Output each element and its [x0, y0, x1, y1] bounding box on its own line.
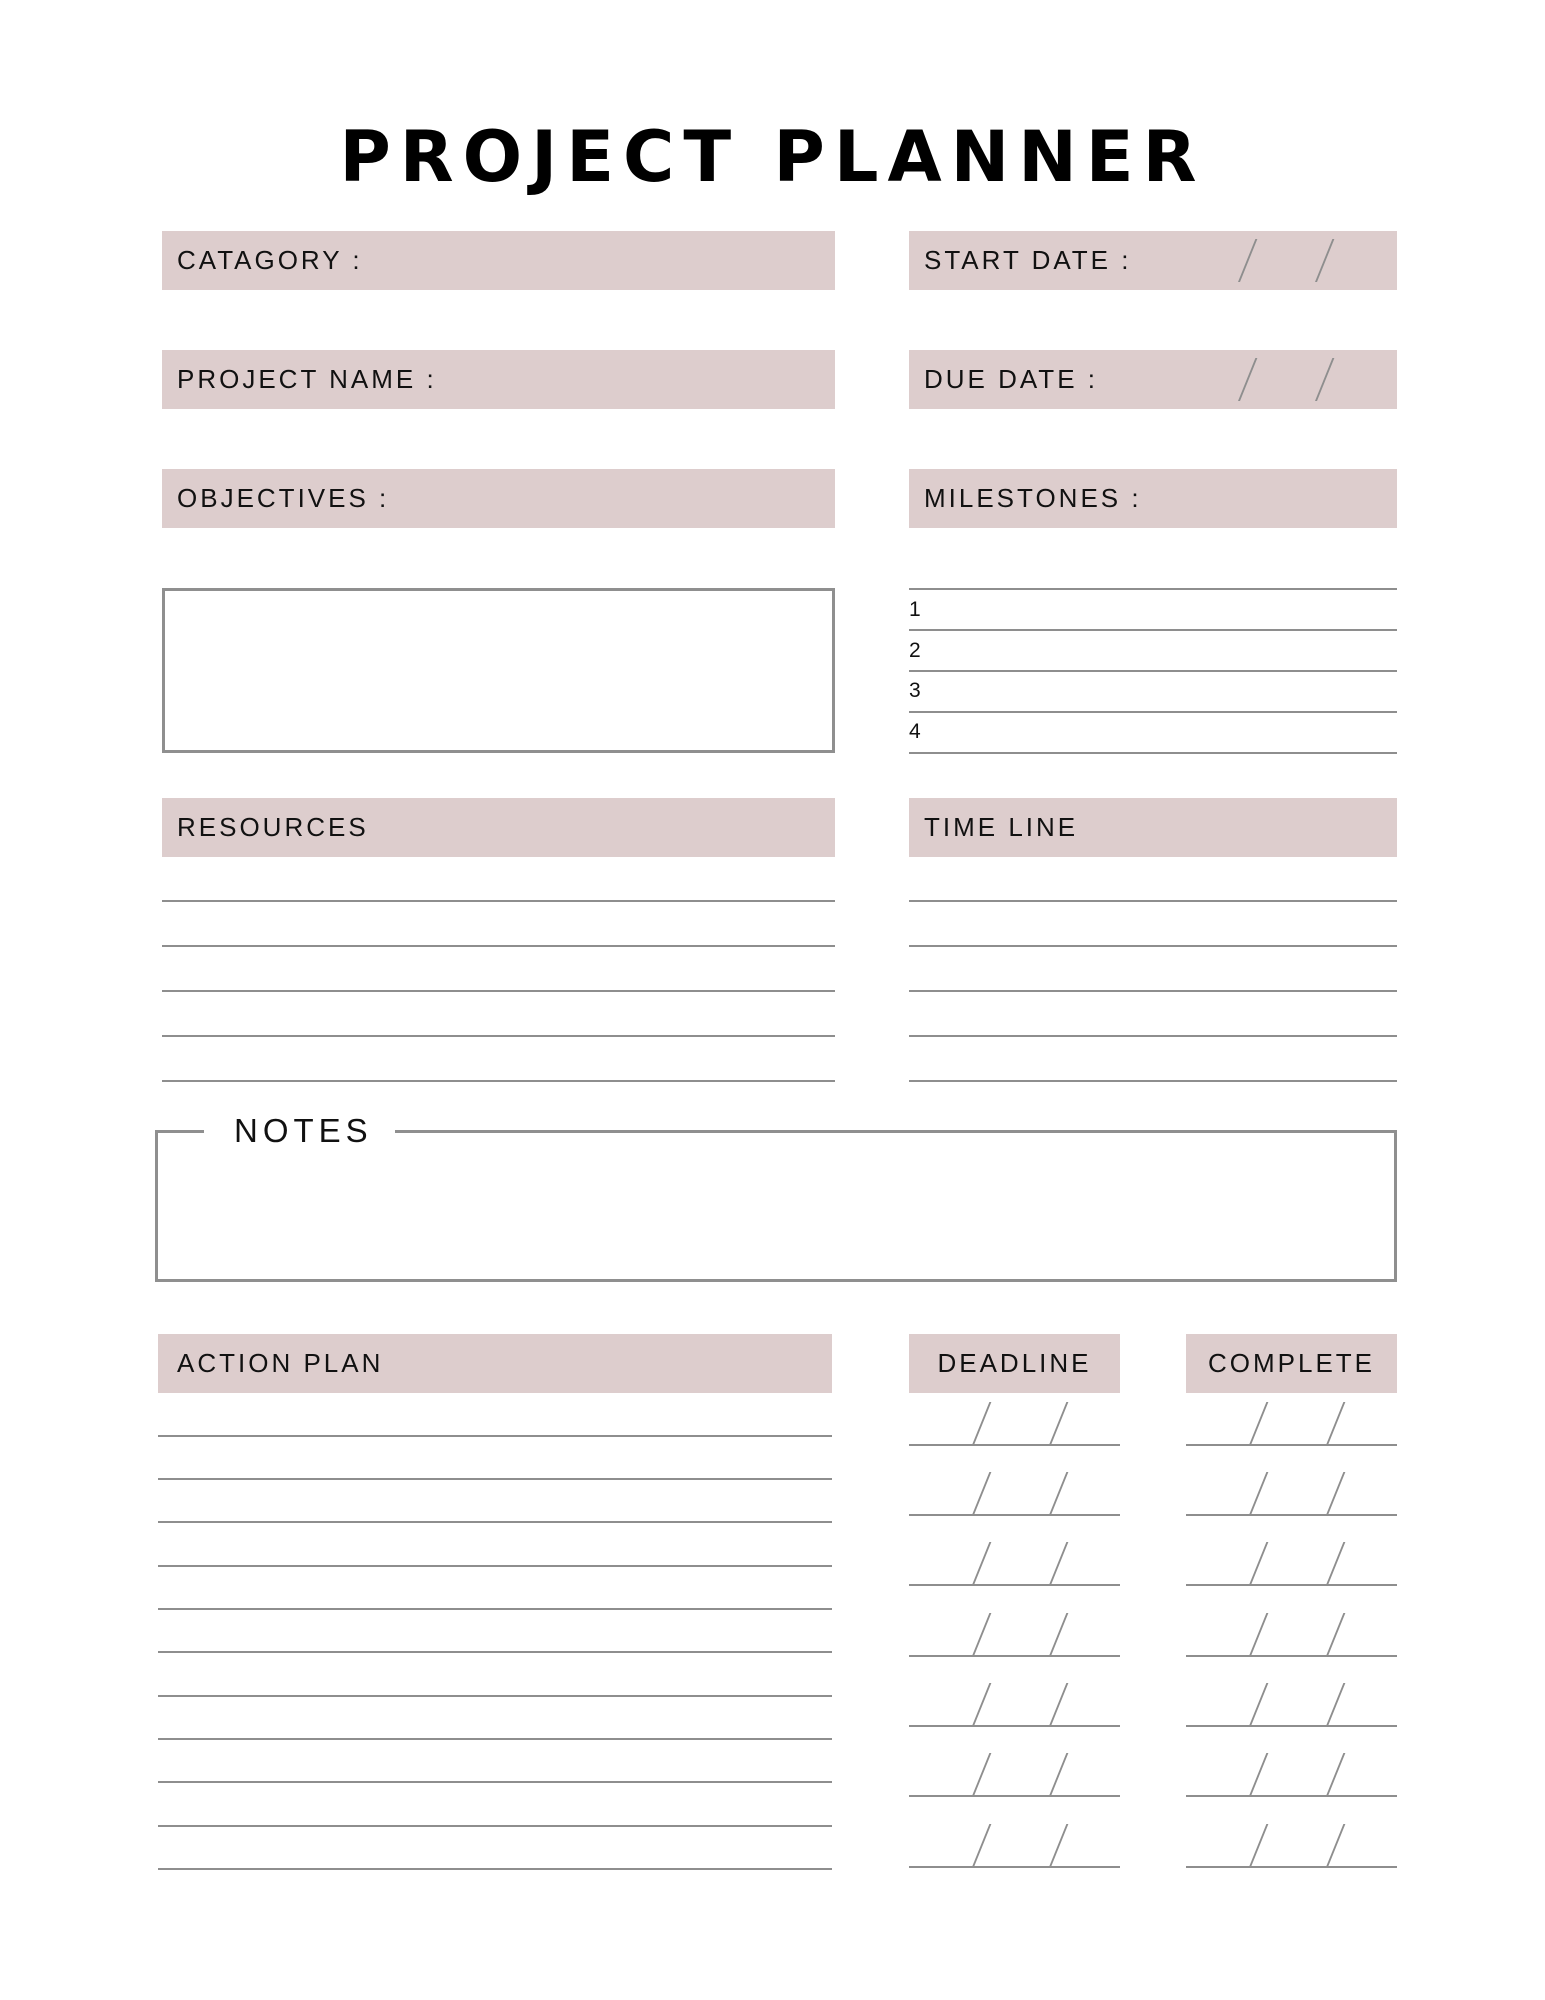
resources-label: RESOURCES: [177, 812, 369, 842]
action-plan-line[interactable]: [158, 1435, 832, 1437]
action-plan-line[interactable]: [158, 1868, 832, 1870]
date-slash-icon: [1249, 1542, 1268, 1585]
timeline-label: TIME LINE: [924, 812, 1079, 842]
page-title: PROJECT PLANNER: [339, 116, 1206, 198]
action-plan-line[interactable]: [158, 1521, 832, 1523]
complete-date-line[interactable]: [1186, 1584, 1397, 1586]
date-slash-icon: [972, 1542, 991, 1585]
deadline-date-line[interactable]: [909, 1444, 1120, 1446]
milestone-number: 3: [909, 679, 921, 702]
deadline-label: DEADLINE: [937, 1348, 1092, 1378]
action-plan-line[interactable]: [158, 1565, 832, 1567]
date-slash-icon: [972, 1613, 991, 1656]
timeline-line[interactable]: [909, 945, 1397, 947]
date-slash-icon: [1049, 1613, 1068, 1656]
date-slash-icon: [1249, 1824, 1268, 1867]
timeline-line[interactable]: [909, 1035, 1397, 1037]
timeline-line[interactable]: [909, 990, 1397, 992]
date-slash-icon: [1049, 1753, 1068, 1796]
complete-date-line[interactable]: [1186, 1795, 1397, 1797]
action-plan-line[interactable]: [158, 1781, 832, 1783]
milestone-line[interactable]: [909, 711, 1397, 713]
action-plan-line[interactable]: [158, 1608, 832, 1610]
date-slash-icon: [1249, 1402, 1268, 1445]
complete-date-line[interactable]: [1186, 1514, 1397, 1516]
date-slash-icon: [972, 1683, 991, 1726]
date-slash-icon: [1249, 1613, 1268, 1656]
date-slash-icon: [1049, 1402, 1068, 1445]
deadline-date-line[interactable]: [909, 1725, 1120, 1727]
complete-label: COMPLETE: [1207, 1348, 1376, 1378]
date-slash-icon: [972, 1402, 991, 1445]
deadline-date-line[interactable]: [909, 1795, 1120, 1797]
notes-label: NOTES: [204, 1111, 395, 1151]
action-plan-header: [158, 1334, 832, 1393]
project-name-field[interactable]: [162, 350, 835, 409]
milestone-number: 2: [909, 639, 921, 662]
date-slash-icon: [972, 1753, 991, 1796]
objectives-header: [162, 469, 835, 528]
notes-box[interactable]: [155, 1130, 1397, 1282]
resources-line[interactable]: [162, 1080, 835, 1082]
date-slash-icon: [1326, 1472, 1345, 1515]
date-slash-icon: [1326, 1683, 1345, 1726]
date-slash-icon: [1049, 1542, 1068, 1585]
action-plan-line[interactable]: [158, 1695, 832, 1697]
action-plan-line[interactable]: [158, 1825, 832, 1827]
date-slash-icon: [972, 1472, 991, 1515]
deadline-date-line[interactable]: [909, 1866, 1120, 1868]
date-slash-icon: [1249, 1753, 1268, 1796]
milestone-number: 1: [909, 598, 921, 621]
date-slash-icon: [1326, 1753, 1345, 1796]
date-slash-icon: [1326, 1542, 1345, 1585]
date-slash-icon: [1049, 1683, 1068, 1726]
resources-line[interactable]: [162, 990, 835, 992]
date-slash-icon: [1049, 1824, 1068, 1867]
category-label: CATAGORY :: [177, 245, 363, 275]
date-slash-icon: [1326, 1824, 1345, 1867]
milestone-line[interactable]: [909, 752, 1397, 754]
date-slash-icon: [1049, 1472, 1068, 1515]
date-slash-icon: [1326, 1613, 1345, 1656]
milestones-header: [909, 469, 1397, 528]
deadline-header: [909, 1334, 1120, 1393]
milestone-line: [909, 588, 1397, 590]
date-slash-icon: [1249, 1472, 1268, 1515]
date-slash-icon: [1249, 1683, 1268, 1726]
resources-line[interactable]: [162, 1035, 835, 1037]
objectives-label: OBJECTIVES :: [177, 483, 390, 513]
objectives-box[interactable]: [162, 588, 835, 753]
milestone-line[interactable]: [909, 670, 1397, 672]
start-date-label: START DATE :: [924, 245, 1132, 275]
action-plan-label: ACTION PLAN: [177, 1348, 384, 1378]
action-plan-line[interactable]: [158, 1478, 832, 1480]
category-field[interactable]: [162, 231, 835, 290]
due-date-label: DUE DATE :: [924, 364, 1098, 394]
resources-line[interactable]: [162, 900, 835, 902]
resources-line[interactable]: [162, 945, 835, 947]
complete-date-line[interactable]: [1186, 1725, 1397, 1727]
timeline-line[interactable]: [909, 900, 1397, 902]
milestone-line[interactable]: [909, 629, 1397, 631]
date-slash-icon: [972, 1824, 991, 1867]
timeline-line[interactable]: [909, 1080, 1397, 1082]
action-plan-line[interactable]: [158, 1738, 832, 1740]
deadline-date-line[interactable]: [909, 1655, 1120, 1657]
resources-header: [162, 798, 835, 857]
date-slash-icon: [1326, 1402, 1345, 1445]
deadline-date-line[interactable]: [909, 1514, 1120, 1516]
complete-date-line[interactable]: [1186, 1655, 1397, 1657]
complete-date-line[interactable]: [1186, 1444, 1397, 1446]
action-plan-line[interactable]: [158, 1651, 832, 1653]
complete-header: [1186, 1334, 1397, 1393]
timeline-header: [909, 798, 1397, 857]
complete-date-line[interactable]: [1186, 1866, 1397, 1868]
milestone-number: 4: [909, 720, 921, 743]
deadline-date-line[interactable]: [909, 1584, 1120, 1586]
project-name-label: PROJECT NAME :: [177, 364, 437, 394]
milestones-label: MILESTONES :: [924, 483, 1142, 513]
